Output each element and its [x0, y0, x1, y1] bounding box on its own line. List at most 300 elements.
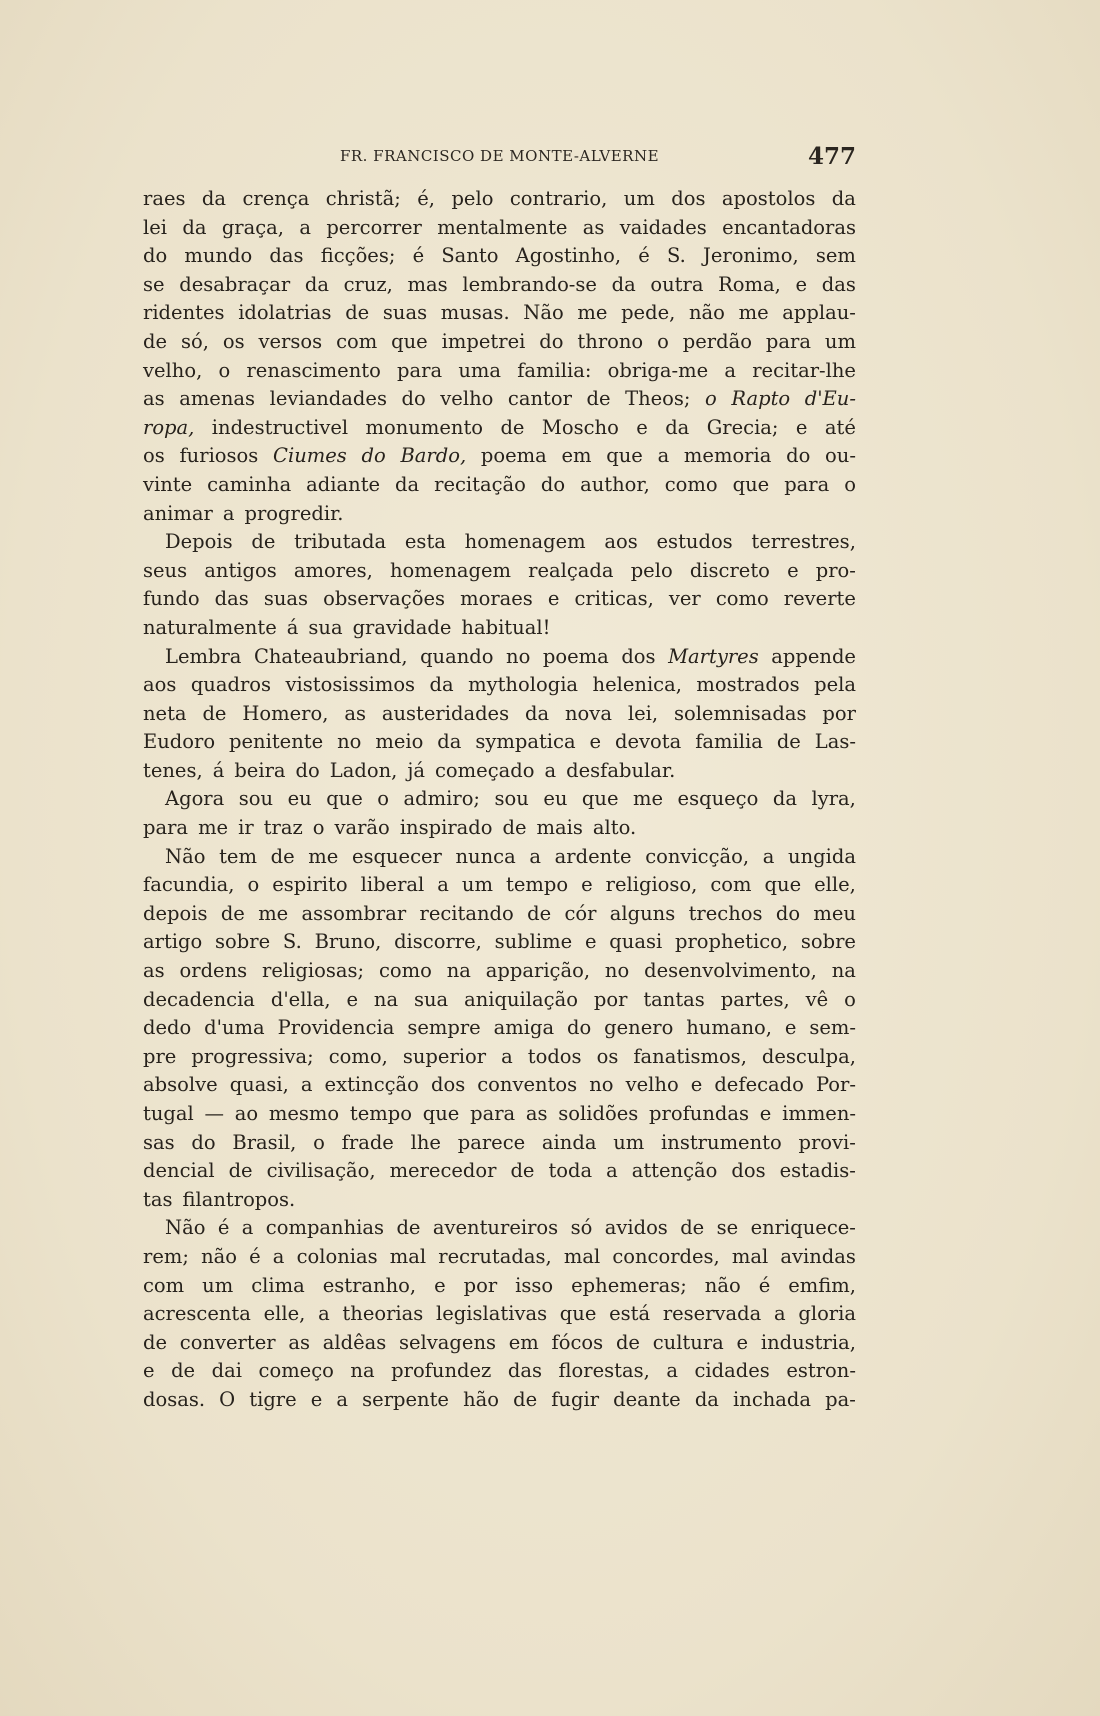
word: desfabular.	[566, 758, 676, 782]
word: me	[633, 787, 664, 811]
word: a	[762, 844, 775, 868]
word: selvagens	[399, 1330, 497, 1354]
word: velho	[625, 1073, 679, 1097]
word: da	[437, 730, 462, 754]
word: a	[544, 758, 557, 782]
word: animar	[143, 501, 213, 525]
word: dos	[430, 1073, 466, 1097]
word: concordes,	[612, 1244, 720, 1268]
word: Moscho	[541, 415, 619, 439]
text-line	[143, 1100, 856, 1129]
word: companhias	[265, 1216, 385, 1240]
word: e	[690, 1073, 703, 1097]
text-line	[143, 1129, 856, 1158]
word: Não	[523, 301, 564, 325]
word: de	[527, 901, 552, 925]
word: colonias	[296, 1244, 378, 1268]
word: tempo	[505, 873, 569, 897]
word: sem	[815, 244, 856, 268]
word: attenção	[631, 1159, 718, 1183]
word: á	[212, 758, 225, 782]
word: contrario,	[509, 187, 608, 210]
word: para	[765, 329, 811, 353]
word: tenes,	[143, 758, 203, 782]
word: caminha	[207, 472, 292, 496]
word: depois	[143, 901, 208, 925]
word: Lembra	[165, 644, 242, 668]
word: o	[844, 987, 856, 1011]
word: sas	[143, 1130, 175, 1154]
word: adiante	[306, 472, 381, 496]
word: legislativas	[436, 1302, 548, 1326]
word: dedo	[143, 1016, 192, 1040]
word: Las-	[814, 730, 856, 754]
word: recrutadas,	[438, 1244, 552, 1268]
word: raes	[143, 187, 186, 210]
word: do	[539, 329, 564, 353]
word: fugir	[551, 1387, 600, 1411]
word: no	[589, 1073, 614, 1097]
word: vê	[805, 987, 829, 1011]
word: é	[412, 244, 425, 268]
word: religiosas;	[262, 959, 365, 983]
word: gravidade	[352, 615, 452, 639]
word: como,	[328, 1044, 388, 1068]
word: de	[502, 816, 527, 840]
word: Eudoro	[143, 730, 216, 754]
word: renascimento	[246, 358, 381, 382]
word: sou	[494, 787, 529, 811]
word: beira	[234, 758, 286, 782]
word: progredir.	[244, 501, 344, 525]
word: Santo	[441, 244, 499, 268]
word: que	[559, 1302, 597, 1326]
word: absolve	[143, 1073, 218, 1097]
word: começo	[258, 1359, 334, 1383]
text-line	[143, 585, 856, 614]
word: tem	[219, 844, 257, 868]
word: familia	[695, 730, 763, 754]
word: provi-	[798, 1130, 856, 1154]
word: me	[308, 844, 339, 868]
word: Depois	[165, 530, 233, 554]
word: não	[688, 301, 725, 325]
word: todos	[527, 1044, 582, 1068]
word: filantropos.	[182, 1187, 296, 1211]
word: Grecia;	[706, 415, 779, 439]
word: throno	[577, 329, 644, 353]
word: pela	[814, 673, 856, 697]
word: a	[724, 358, 737, 382]
word: clima	[251, 1273, 305, 1297]
word: por	[463, 1273, 498, 1297]
word: theorias	[342, 1302, 424, 1326]
word: deante	[613, 1387, 681, 1411]
word: o	[657, 329, 669, 353]
word: tas	[143, 1187, 173, 1211]
word: e	[584, 930, 597, 954]
word: S.	[666, 244, 686, 268]
word: sua	[308, 615, 343, 639]
word: eu	[543, 787, 568, 811]
word: ainda	[541, 1130, 597, 1154]
word: homenagem	[464, 530, 586, 554]
text-line	[143, 785, 856, 814]
word: artigo	[143, 930, 203, 954]
word: de	[500, 415, 525, 439]
text-line	[143, 643, 856, 672]
word: ao	[234, 1102, 259, 1125]
word: eu	[287, 787, 312, 811]
word: um	[623, 187, 655, 210]
word: as	[288, 1330, 310, 1354]
word: toda	[548, 1159, 593, 1183]
word: quadros	[190, 673, 272, 697]
text-line	[143, 1329, 856, 1358]
word: e	[787, 558, 799, 582]
word: lembrando-se	[462, 272, 597, 296]
word: mas	[407, 272, 448, 296]
word: habitual!	[461, 615, 551, 639]
word: só	[570, 1216, 593, 1240]
word: homenagem	[389, 558, 512, 582]
text-line	[143, 843, 856, 872]
word: mostrados	[696, 673, 800, 697]
text-line	[143, 185, 856, 214]
text-line	[143, 986, 856, 1015]
word: d'uma	[204, 1016, 265, 1040]
word: não	[704, 1273, 741, 1297]
text-line	[143, 414, 856, 443]
word: amores,	[293, 558, 373, 582]
word: acrescenta	[143, 1302, 251, 1326]
word: velho,	[143, 358, 203, 382]
word: no	[604, 959, 630, 983]
word: ir	[238, 816, 254, 840]
word: merecedor	[389, 1159, 497, 1183]
word: e	[310, 1387, 323, 1411]
word: realçada	[528, 558, 614, 582]
word: leviandades	[269, 387, 387, 411]
word: do	[775, 901, 801, 925]
word: lyra,	[811, 787, 856, 811]
word: de	[586, 387, 611, 411]
word: humano,	[686, 1016, 772, 1040]
word: de	[220, 901, 245, 925]
word: desculpa,	[761, 1044, 856, 1068]
word: no	[337, 730, 362, 754]
word: que	[391, 329, 428, 353]
word: monumento	[365, 415, 484, 439]
word: superior	[402, 1044, 487, 1068]
text-line	[143, 242, 856, 271]
word: appende	[771, 644, 856, 668]
word: do	[786, 444, 811, 468]
word: velho	[440, 387, 494, 411]
word: se	[143, 272, 165, 296]
word: gloria	[798, 1302, 856, 1326]
word: de	[510, 1159, 535, 1183]
word: civilisação,	[266, 1159, 376, 1183]
word: dai	[211, 1359, 242, 1383]
word: discreto	[689, 558, 770, 582]
word: por	[593, 987, 628, 1011]
word: avindas	[780, 1244, 856, 1268]
word: o	[377, 787, 390, 811]
word: ridentes	[143, 301, 225, 325]
text-line	[143, 299, 856, 328]
word: d'Eu-	[804, 387, 856, 411]
word: ropa,	[143, 415, 195, 439]
word: dos	[621, 644, 656, 668]
word: genero	[604, 1016, 674, 1040]
word: aventureiros	[432, 1216, 559, 1240]
word: apostolos	[721, 187, 816, 210]
word: está	[609, 1302, 651, 1326]
word: para	[784, 472, 830, 496]
word: e	[784, 1016, 797, 1040]
word: de	[143, 1330, 168, 1354]
word: obriga-me	[607, 358, 709, 382]
word: a	[241, 1216, 254, 1240]
word: esta	[404, 530, 446, 554]
word: extincção	[324, 1073, 419, 1097]
word: de	[251, 530, 276, 554]
word: observações	[323, 587, 446, 611]
word: da	[831, 187, 856, 210]
word: estadis-	[779, 1159, 856, 1183]
word: como	[715, 587, 769, 611]
word: percorrer	[326, 215, 422, 239]
page-header	[143, 143, 856, 173]
word: frade	[341, 1130, 394, 1154]
word: Não	[165, 844, 206, 868]
word: pa-	[825, 1387, 856, 1411]
word: Homero,	[242, 701, 329, 725]
word: Por-	[815, 1073, 856, 1097]
word: parece	[457, 1130, 526, 1154]
word: um	[461, 873, 493, 897]
word: cruz,	[343, 272, 393, 296]
word: solemnisadas	[673, 701, 807, 725]
word: das	[214, 587, 249, 611]
word: Não	[165, 1216, 206, 1240]
word: mesmo	[268, 1102, 340, 1125]
word: da	[772, 787, 797, 811]
word: aldêas	[322, 1330, 387, 1354]
text-line	[143, 728, 856, 757]
word: de	[396, 1216, 421, 1240]
word: tigre	[249, 1387, 297, 1411]
word: industria,	[760, 1330, 856, 1354]
word: graça,	[221, 215, 284, 239]
word: da	[611, 272, 636, 296]
word: decadencia	[143, 987, 255, 1011]
word: já	[407, 758, 426, 782]
word: estudos	[656, 530, 733, 554]
word: ver	[668, 587, 701, 611]
word: nunca	[455, 844, 516, 868]
word: na	[446, 959, 471, 983]
text-line	[143, 557, 856, 586]
word: ficções;	[320, 244, 396, 268]
word: da	[395, 472, 420, 496]
text-line	[143, 671, 856, 700]
word: que	[606, 444, 643, 468]
word: dos	[671, 187, 706, 210]
word: e	[736, 1330, 749, 1354]
word: meu	[813, 901, 856, 925]
word: traz	[263, 816, 303, 840]
word: serpente	[362, 1387, 449, 1411]
word: Agostinho,	[515, 244, 622, 268]
word: christã;	[325, 187, 401, 210]
word: e	[636, 415, 648, 439]
word: immen-	[782, 1102, 856, 1125]
word: para	[143, 816, 189, 840]
word: o	[247, 873, 260, 897]
word: das	[507, 1359, 542, 1383]
word: os	[596, 1044, 619, 1068]
word: só,	[180, 329, 209, 353]
word: uma	[458, 358, 501, 382]
word: fundo	[143, 587, 200, 611]
word: cór	[564, 901, 597, 925]
word: elle,	[263, 1302, 306, 1326]
word: partes,	[720, 987, 790, 1011]
word: Bruno,	[314, 930, 382, 954]
word: suas	[382, 301, 428, 325]
word: do	[361, 444, 386, 468]
word: Ladon,	[329, 758, 398, 782]
word: e	[143, 1359, 155, 1383]
word: impetrei	[441, 329, 526, 353]
text-line	[143, 900, 856, 929]
word: defecado	[714, 1073, 804, 1097]
word: vaidades	[619, 215, 707, 239]
word: neta	[143, 701, 187, 725]
word: pelo	[451, 187, 494, 210]
word: versos	[258, 329, 323, 353]
word: quasi	[609, 930, 663, 954]
word: para	[470, 1102, 516, 1125]
word: esqueço	[677, 787, 759, 811]
word: do	[191, 1130, 216, 1154]
word: ungida	[788, 844, 856, 868]
text-line	[143, 1386, 856, 1415]
word: tributada	[294, 530, 387, 554]
word: as	[582, 215, 605, 239]
word: que	[732, 472, 770, 496]
word: outra	[650, 272, 704, 296]
word: um	[613, 1130, 645, 1154]
text-line	[143, 1357, 856, 1386]
word: de	[680, 1216, 705, 1240]
word: do	[566, 1016, 592, 1040]
word: do	[540, 472, 566, 496]
word: rem;	[143, 1244, 189, 1268]
word: perdão	[682, 329, 752, 353]
word: do	[401, 387, 426, 411]
word: sympatica	[475, 730, 576, 754]
word: a	[774, 1302, 786, 1326]
word: começado	[435, 758, 535, 782]
word: varão	[334, 816, 390, 840]
word: elle,	[814, 873, 856, 897]
word: na	[373, 987, 399, 1011]
word: tantas	[643, 987, 705, 1011]
word: author,	[580, 472, 650, 496]
word: reverte	[783, 587, 856, 611]
text-line	[143, 500, 856, 529]
word: o	[844, 472, 856, 496]
word: as	[344, 701, 366, 725]
word: Providencia	[277, 1016, 395, 1040]
text-line	[143, 1272, 856, 1301]
word: Chateaubriand,	[253, 644, 408, 668]
word: em	[508, 1330, 539, 1354]
word: familia:	[517, 358, 592, 382]
word: meio	[375, 730, 424, 754]
word: aos	[604, 530, 638, 554]
word: a	[272, 1244, 285, 1268]
word: S.	[282, 930, 302, 954]
word: de	[270, 844, 295, 868]
word: musas.	[440, 301, 510, 325]
word: não	[201, 1244, 237, 1268]
word: aos	[143, 673, 177, 697]
word: recitação	[434, 472, 526, 496]
word: convicção,	[645, 844, 750, 868]
word: as	[143, 387, 165, 411]
word: Martyres	[668, 644, 759, 668]
word: e	[547, 587, 560, 611]
word: Agora	[165, 787, 225, 811]
word: o	[312, 816, 325, 840]
word: Rapto	[731, 387, 791, 411]
word: apparição,	[485, 959, 591, 983]
word: sem-	[809, 1016, 856, 1040]
word: de	[202, 701, 227, 725]
word: e	[795, 272, 808, 296]
word: a	[666, 1359, 678, 1383]
word: que	[764, 873, 802, 897]
word: da	[304, 272, 329, 296]
word: me	[258, 901, 289, 925]
word: que	[581, 787, 619, 811]
word: trechos	[688, 901, 763, 925]
word: seus	[143, 558, 188, 582]
word: a	[501, 1044, 513, 1068]
word: sua	[413, 987, 449, 1011]
word: sobre	[215, 930, 271, 954]
text-line	[143, 471, 856, 500]
word: cultura	[652, 1330, 724, 1354]
word: amiga	[493, 1016, 555, 1040]
word: a	[657, 444, 670, 468]
word: alto.	[592, 816, 637, 840]
word: no	[506, 644, 531, 668]
word: de	[776, 730, 801, 754]
text-line	[143, 757, 856, 786]
word: é	[638, 244, 650, 268]
text-line	[143, 1243, 856, 1272]
word: e	[589, 730, 602, 754]
word: idolatrias	[238, 301, 332, 325]
word: que	[326, 787, 363, 811]
word: de	[615, 1330, 640, 1354]
text-line	[143, 528, 856, 557]
